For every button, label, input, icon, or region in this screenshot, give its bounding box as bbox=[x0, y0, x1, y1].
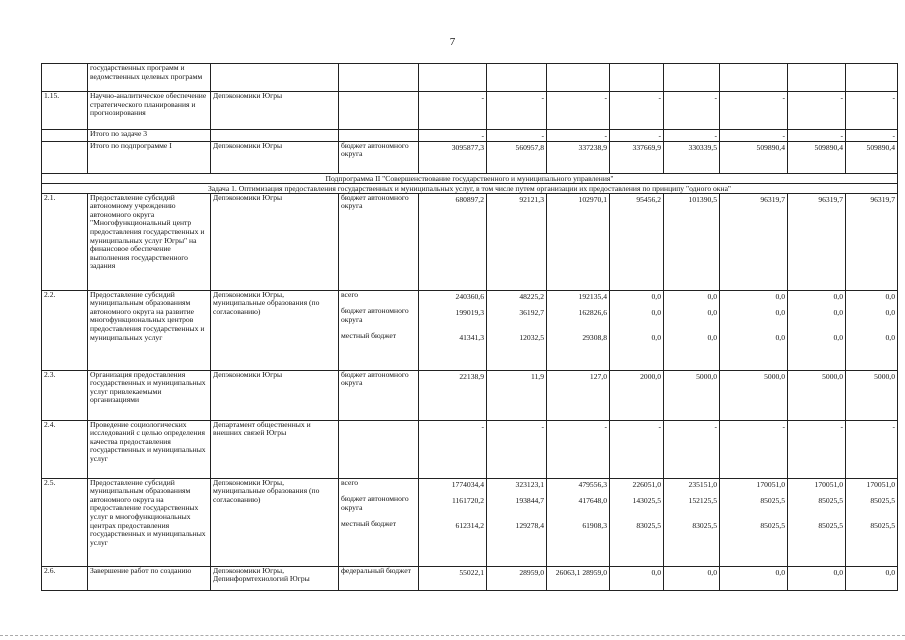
amount-cell bbox=[664, 370, 720, 420]
amount-value: 0,0 bbox=[775, 308, 785, 318]
amount-value: 85025,5 bbox=[870, 520, 895, 530]
amount-cell bbox=[547, 566, 610, 590]
funding-source bbox=[339, 290, 419, 370]
funding-source bbox=[339, 141, 419, 173]
amount-cell bbox=[419, 478, 487, 566]
amount-value: 235151,0 bbox=[688, 479, 717, 489]
amount-cell bbox=[846, 64, 898, 92]
amount-cell bbox=[664, 64, 720, 92]
amount-value: - bbox=[604, 131, 607, 140]
table-row bbox=[42, 141, 898, 173]
amount-value: - bbox=[658, 131, 661, 140]
amount-value: - bbox=[604, 93, 607, 102]
amount-value: - bbox=[892, 131, 895, 140]
amount-value: 96319,7 bbox=[870, 194, 895, 204]
amount-value: 162826,6 bbox=[578, 308, 607, 318]
amount-value: 22138,9 bbox=[459, 371, 484, 381]
amount-value: 0,0 bbox=[651, 332, 661, 342]
amount-value: 41341,3 bbox=[459, 332, 484, 342]
section-title: Подпрограмма II "Совершенствование государственного и муниципального управления" bbox=[42, 173, 898, 183]
amount-value: 85025,5 bbox=[818, 520, 843, 530]
amount-value: 102970,1 bbox=[578, 194, 607, 204]
amount-cell bbox=[547, 193, 610, 290]
funding-source-label: бюджет автономного округа bbox=[341, 141, 409, 159]
amount-value: 12032,5 bbox=[519, 332, 544, 342]
amount-cell bbox=[419, 566, 487, 590]
amount-value: 3095877,3 bbox=[451, 142, 484, 152]
item-name: Итого по задаче 3 bbox=[88, 130, 211, 142]
item-name: Научно-аналитическое обеспечение стратегического планирования и прогнозирования bbox=[88, 92, 211, 130]
amount-cell bbox=[610, 141, 664, 173]
amount-cell bbox=[547, 64, 610, 92]
funding-source bbox=[339, 566, 419, 590]
amount-cell bbox=[720, 370, 788, 420]
amount-value: - bbox=[714, 131, 717, 140]
amount-value: 612314,2 bbox=[455, 520, 484, 530]
amount-value: 0,0 bbox=[885, 567, 895, 577]
funding-source-label: бюджет автономного округа bbox=[341, 494, 409, 512]
item-executor: Депэкономики Югры, муниципальные образования (по согласованию) bbox=[211, 290, 339, 370]
amount-value: - bbox=[541, 131, 544, 140]
amount-cell bbox=[487, 420, 547, 478]
amount-cell bbox=[788, 64, 846, 92]
amount-cell bbox=[788, 370, 846, 420]
amount-value: 0,0 bbox=[651, 567, 661, 577]
amount-value: - bbox=[481, 421, 484, 431]
item-name: Предоставление субсидий муниципальным образованиям автономного округа на предоставление государственных услуг в многофункциональных центрах предоставления государственных и муниципальных услуг bbox=[88, 478, 211, 566]
program-table bbox=[41, 63, 898, 591]
amount-cell bbox=[547, 141, 610, 173]
table-row bbox=[42, 478, 898, 566]
amount-cell bbox=[664, 92, 720, 130]
amount-cell bbox=[419, 92, 487, 130]
amount-value: 95456,2 bbox=[636, 194, 661, 204]
amount-value: - bbox=[658, 421, 661, 431]
amount-value: 85025,5 bbox=[760, 520, 785, 530]
amount-cell bbox=[720, 64, 788, 92]
amount-value: 28959,0 bbox=[519, 567, 544, 577]
amount-cell bbox=[419, 64, 487, 92]
amount-cell bbox=[788, 130, 846, 142]
amount-cell bbox=[547, 92, 610, 130]
item-number bbox=[42, 141, 88, 173]
amount-value: - bbox=[892, 421, 895, 431]
amount-cell bbox=[610, 130, 664, 142]
amount-cell bbox=[487, 566, 547, 590]
amount-cell bbox=[720, 193, 788, 290]
amount-value: 5000,0 bbox=[822, 371, 843, 381]
amount-cell bbox=[664, 566, 720, 590]
amount-cell bbox=[419, 420, 487, 478]
amount-cell bbox=[720, 566, 788, 590]
amount-cell bbox=[419, 130, 487, 142]
funding-source bbox=[339, 130, 419, 142]
amount-value: - bbox=[840, 131, 843, 140]
amount-cell bbox=[610, 478, 664, 566]
amount-value: 0,0 bbox=[775, 567, 785, 577]
amount-cell bbox=[846, 370, 898, 420]
amount-value: 323123,1 bbox=[515, 479, 544, 489]
amount-cell bbox=[788, 92, 846, 130]
amount-value: 330339,5 bbox=[688, 142, 717, 152]
amount-value: 127,0 bbox=[589, 371, 607, 381]
amount-cell bbox=[487, 370, 547, 420]
amount-value: 0,0 bbox=[651, 291, 661, 301]
amount-cell bbox=[846, 566, 898, 590]
amount-cell bbox=[846, 193, 898, 290]
amount-cell bbox=[487, 130, 547, 142]
amount-cell bbox=[547, 130, 610, 142]
amount-cell bbox=[720, 141, 788, 173]
amount-value: 509890,4 bbox=[814, 142, 843, 152]
amount-cell bbox=[419, 193, 487, 290]
table-row bbox=[42, 92, 898, 130]
amount-value: 1774034,4 bbox=[451, 479, 484, 489]
amount-value: - bbox=[782, 421, 785, 431]
amount-value: 0,0 bbox=[775, 332, 785, 342]
amount-value: 5000,0 bbox=[874, 371, 895, 381]
amount-cell bbox=[788, 420, 846, 478]
amount-cell bbox=[610, 420, 664, 478]
amount-value: 0,0 bbox=[885, 291, 895, 301]
amount-value: 199019,3 bbox=[455, 308, 484, 318]
amount-value: - bbox=[782, 131, 785, 140]
amount-cell bbox=[788, 141, 846, 173]
item-name: государственных программ и ведомственных целевых программ bbox=[88, 64, 211, 92]
section-title-row bbox=[42, 183, 898, 193]
amount-cell bbox=[419, 141, 487, 173]
amount-value: 0,0 bbox=[707, 567, 717, 577]
amount-value: 83025,5 bbox=[692, 520, 717, 530]
amount-value: 5000,0 bbox=[696, 371, 717, 381]
item-number: 2.5. bbox=[42, 478, 88, 566]
amount-value: 0,0 bbox=[775, 291, 785, 301]
table-row bbox=[42, 193, 898, 290]
amount-value: 479556,3 bbox=[578, 479, 607, 489]
amount-value: - bbox=[782, 93, 785, 102]
amount-value: 337669,9 bbox=[632, 142, 661, 152]
amount-value: - bbox=[541, 93, 544, 102]
amount-value: 170051,0 bbox=[756, 479, 785, 489]
amount-value: - bbox=[658, 93, 661, 102]
amount-cell bbox=[664, 141, 720, 173]
amount-cell bbox=[487, 478, 547, 566]
item-number: 2.6. bbox=[42, 566, 88, 590]
amount-cell bbox=[664, 478, 720, 566]
amount-cell bbox=[846, 92, 898, 130]
amount-value: 85025,5 bbox=[760, 496, 785, 506]
item-name: Завершение работ по созданию bbox=[88, 566, 211, 590]
item-name: Итого по подпрограмме I bbox=[88, 141, 211, 173]
item-executor: Депэкономики Югры bbox=[211, 193, 339, 290]
table-row bbox=[42, 130, 898, 142]
table-row bbox=[42, 566, 898, 590]
amount-cell bbox=[610, 566, 664, 590]
amount-value: 0,0 bbox=[885, 308, 895, 318]
funding-source bbox=[339, 420, 419, 478]
item-executor bbox=[211, 130, 339, 142]
amount-cell bbox=[788, 193, 846, 290]
amount-cell bbox=[610, 92, 664, 130]
amount-value: 337238,9 bbox=[578, 142, 607, 152]
amount-value: 85025,5 bbox=[870, 496, 895, 506]
funding-source bbox=[339, 193, 419, 290]
amount-cell bbox=[487, 92, 547, 130]
amount-value: 193844,7 bbox=[515, 496, 544, 506]
amount-value: 152125,5 bbox=[688, 496, 717, 506]
amount-cell bbox=[547, 420, 610, 478]
item-number: 1.15. bbox=[42, 92, 88, 130]
amount-value: 2000,0 bbox=[640, 371, 661, 381]
amount-value: - bbox=[481, 93, 484, 102]
amount-value: 560957,8 bbox=[515, 142, 544, 152]
amount-value: - bbox=[481, 131, 484, 140]
funding-source-label: бюджет автономного округа bbox=[341, 193, 409, 211]
funding-source bbox=[339, 92, 419, 130]
amount-value: 85025,5 bbox=[818, 496, 843, 506]
table-row bbox=[42, 290, 898, 370]
amount-value: 0,0 bbox=[707, 332, 717, 342]
amount-cell bbox=[846, 130, 898, 142]
item-executor: Депэкономики Югры, Депинформтехнологий Югры bbox=[211, 566, 339, 590]
amount-value: 5000,0 bbox=[764, 371, 785, 381]
item-number: 2.3. bbox=[42, 370, 88, 420]
amount-value: 680897,2 bbox=[455, 194, 484, 204]
table-row bbox=[42, 64, 898, 92]
amount-value: 48225,2 bbox=[519, 291, 544, 301]
amount-value: 143025,5 bbox=[632, 496, 661, 506]
amount-cell bbox=[610, 193, 664, 290]
funding-source-label: федеральный бюджет bbox=[341, 566, 411, 575]
amount-value: - bbox=[840, 421, 843, 431]
item-executor: Депэкономики Югры bbox=[211, 370, 339, 420]
scan-edge bbox=[0, 635, 905, 636]
table-row bbox=[42, 420, 898, 478]
item-number bbox=[42, 130, 88, 142]
amount-cell bbox=[610, 290, 664, 370]
amount-value: 11,9 bbox=[530, 371, 544, 381]
funding-source-label: всего bbox=[341, 478, 359, 487]
item-executor bbox=[211, 64, 339, 92]
amount-cell bbox=[788, 478, 846, 566]
amount-value: 0,0 bbox=[885, 332, 895, 342]
amount-value: 101390,5 bbox=[688, 194, 717, 204]
amount-cell bbox=[664, 420, 720, 478]
funding-source-label: местный бюджет bbox=[341, 331, 397, 341]
amount-value: 0,0 bbox=[833, 567, 843, 577]
amount-value: 1161720,2 bbox=[452, 496, 484, 506]
item-number bbox=[42, 64, 88, 92]
funding-source-label: бюджет автономного округа bbox=[341, 370, 409, 388]
amount-cell bbox=[846, 290, 898, 370]
funding-source-label: местный бюджет bbox=[341, 519, 397, 529]
amount-cell bbox=[419, 290, 487, 370]
amount-cell bbox=[547, 370, 610, 420]
amount-cell bbox=[720, 478, 788, 566]
amount-value: - bbox=[892, 93, 895, 102]
amount-cell bbox=[487, 64, 547, 92]
amount-value: 192135,4 bbox=[578, 291, 607, 301]
amount-cell bbox=[846, 420, 898, 478]
amount-value: 36192,7 bbox=[519, 308, 544, 318]
funding-source bbox=[339, 64, 419, 92]
funding-source-label: бюджет автономного округа bbox=[341, 306, 409, 324]
amount-cell bbox=[720, 130, 788, 142]
amount-value: 417648,0 bbox=[578, 496, 607, 506]
item-name: Предоставление субсидий автономному учреждению автономного округа "Многофункциональный центр предоставления государственных и муниципальных услуг Югры" на финансовое обеспечение выполнения государственного задания bbox=[88, 193, 211, 290]
item-name: Предоставление субсидий муниципальным образованиям автономного округа на развитие многофункциональных центров предоставления государственных и муниципальных услуг bbox=[88, 290, 211, 370]
item-number: 2.2. bbox=[42, 290, 88, 370]
item-number: 2.1. bbox=[42, 193, 88, 290]
amount-cell bbox=[720, 290, 788, 370]
amount-cell bbox=[547, 478, 610, 566]
item-executor: Депэкономики Югры bbox=[211, 92, 339, 130]
amount-cell bbox=[547, 290, 610, 370]
amount-cell bbox=[487, 193, 547, 290]
item-executor: Департамент общественных и внешних связей Югры bbox=[211, 420, 339, 478]
item-executor: Депэкономики Югры bbox=[211, 141, 339, 173]
amount-cell bbox=[720, 92, 788, 130]
amount-value: 0,0 bbox=[707, 308, 717, 318]
amount-value: 226051,0 bbox=[632, 479, 661, 489]
amount-value: 29308,8 bbox=[582, 332, 607, 342]
amount-value: 96319,7 bbox=[818, 194, 843, 204]
amount-value: 0,0 bbox=[833, 291, 843, 301]
funding-source bbox=[339, 478, 419, 566]
amount-cell bbox=[788, 566, 846, 590]
amount-value: - bbox=[714, 421, 717, 431]
amount-cell bbox=[610, 64, 664, 92]
amount-value: - bbox=[714, 93, 717, 102]
amount-value: - bbox=[840, 93, 843, 102]
amount-value: 92121,3 bbox=[519, 194, 544, 204]
table-row bbox=[42, 370, 898, 420]
section-title-row bbox=[42, 173, 898, 183]
amount-value: - bbox=[604, 421, 607, 431]
amount-value: 0,0 bbox=[651, 308, 661, 318]
amount-cell bbox=[664, 193, 720, 290]
amount-value: 509890,4 bbox=[866, 142, 895, 152]
amount-cell bbox=[610, 370, 664, 420]
amount-value: 0,0 bbox=[707, 291, 717, 301]
amount-value: 170051,0 bbox=[866, 479, 895, 489]
amount-cell bbox=[664, 130, 720, 142]
amount-cell bbox=[664, 290, 720, 370]
amount-value: 26063,1 28959,0 bbox=[555, 567, 607, 577]
item-name: Организация предоставления государственных и муниципальных услуг привлекаемыми организациями bbox=[88, 370, 211, 420]
item-name: Проведение социологических исследований с целью определения качества предоставления государственных и муниципальных услуг bbox=[88, 420, 211, 478]
amount-value: 129278,4 bbox=[515, 520, 544, 530]
page-number: 7 bbox=[449, 36, 456, 48]
item-number: 2.4. bbox=[42, 420, 88, 478]
amount-cell bbox=[419, 370, 487, 420]
item-executor: Депэкономики Югры, муниципальные образования (по согласованию) bbox=[211, 478, 339, 566]
amount-value: - bbox=[541, 421, 544, 431]
amount-value: 61908,3 bbox=[582, 520, 607, 530]
amount-value: 240360,6 bbox=[455, 291, 484, 301]
funding-source-label: всего bbox=[341, 290, 359, 299]
amount-cell bbox=[487, 290, 547, 370]
amount-value: 0,0 bbox=[833, 332, 843, 342]
amount-value: 96319,7 bbox=[760, 194, 785, 204]
amount-cell bbox=[788, 290, 846, 370]
funding-source bbox=[339, 370, 419, 420]
amount-cell bbox=[487, 141, 547, 173]
amount-value: 0,0 bbox=[833, 308, 843, 318]
amount-cell bbox=[846, 478, 898, 566]
amount-cell bbox=[846, 141, 898, 173]
amount-value: 509890,4 bbox=[756, 142, 785, 152]
section-title: Задача 1. Оптимизация предоставления государственных и муниципальных услуг, в том числе путем организации их предоставления по принципу "одного окна" bbox=[42, 183, 898, 193]
amount-value: 83025,5 bbox=[636, 520, 661, 530]
amount-value: 55022,1 bbox=[459, 567, 484, 577]
amount-cell bbox=[720, 420, 788, 478]
amount-value: 170051,0 bbox=[814, 479, 843, 489]
